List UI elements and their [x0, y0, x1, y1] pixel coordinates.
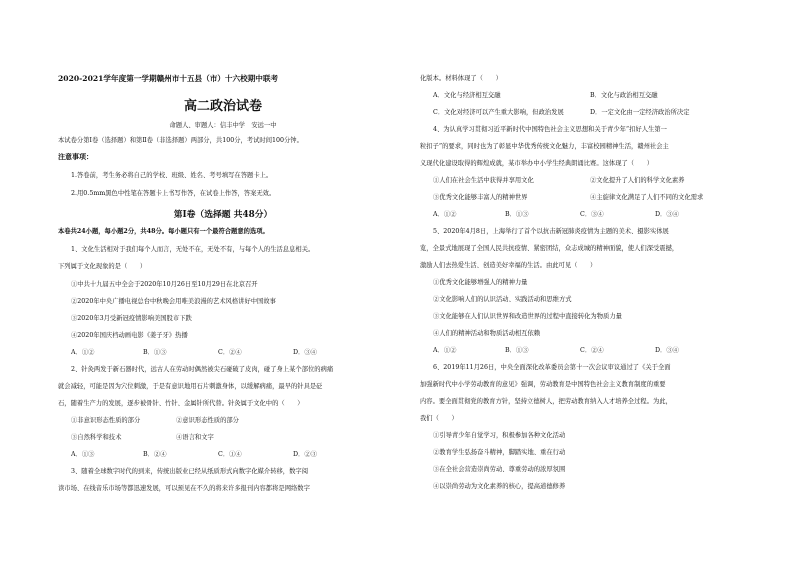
q3-line-1: 3、随着全球数字时代的到来，传统出版业已经从纸质形式向数字化媒介转移，数字阅: [71, 468, 308, 475]
q4-option-2: ②文化提升了人们的科学文化素养: [590, 177, 685, 184]
q1-line-2: 下列属于文化现象的是（ ）: [58, 263, 147, 270]
q2-option-2: ②意识形态性质的部分: [176, 417, 239, 424]
q3-option-c: C．文化对经济可以产生重大影响，但政治发展: [433, 109, 564, 116]
q4-line-2: 粒扣子”的要求，同时也为了彰显中华优秀传统文化魅力，丰富校园精神生活，赣州社会主: [420, 143, 669, 150]
q4-line-1: 4、为认真学习贯彻习近平新时代中国特色社会主义思想和关于青少年“扣好人生第一: [433, 126, 667, 133]
q4-option-4: ④主旋律文化满足了人们不同的文化需求: [590, 194, 704, 201]
notice-2: 2.用0.5mm黑色中性笔在答题卡上书写作答，在试卷上作答，答案无效。: [71, 190, 276, 197]
q4-answer-c: C．③④: [580, 211, 604, 218]
q5-line-3: 激励人们去热爱生活、创造美好幸福的生活。由此可见（ ）: [420, 262, 597, 269]
q1-answer-d: D．③④: [293, 349, 317, 356]
q2-answer-a: A．①③: [71, 451, 95, 458]
q1-option-4: ④2020年国庆档动画电影《姜子牙》热播: [71, 332, 188, 339]
q2-option-1: ①非意识形态性质的部分: [71, 417, 141, 424]
q5-option-4: ④人们的精神活动和物质活动相互依赖: [433, 330, 541, 337]
q1-answer-a: A．①②: [71, 349, 95, 356]
exam-header: 2020-2021学年度第一学期赣州市十五县（市）十六校期中联考: [58, 74, 279, 83]
q3-option-d: D．一定文化由一定经济政治所决定: [590, 109, 690, 116]
q2-answer-b: B．②④: [143, 451, 167, 458]
q3-line-2: 读市场、在线音乐市场等都迅速发展，可以预见在不久的将来许多报刊内容都将是网络数字: [58, 485, 310, 492]
q6-option-1: ①引导青少年自觉学习，积极参加各种文化活动: [433, 432, 566, 439]
q5-answer-c: C．②④: [580, 347, 604, 354]
q1-option-1: ①中共十九届五中全会于2020年10月26日至10月29日在北京召开: [71, 281, 258, 288]
q4-option-3: ③优秀文化能够丰富人的精神世界: [433, 194, 528, 201]
q4-answer-b: B．①③: [505, 211, 529, 218]
q5-option-1: ①优秀文化能够增强人的精神力量: [433, 279, 528, 286]
q6-line-4: 我们（ ）: [420, 415, 458, 422]
q5-answer-d: D．③④: [655, 347, 679, 354]
q5-answer-b: B．①③: [505, 347, 529, 354]
q1-option-3: ③2020年3月受新冠疫情影响美国股市下跌: [71, 315, 192, 322]
q6-option-3: ③在全社会营造崇尚劳动、尊重劳动的浓厚氛围: [433, 466, 566, 473]
q1-option-2: ②2020年中央广播电视总台中秋晚会用唯美浪漫的艺术风格讲好中国故事: [71, 298, 276, 305]
q4-answer-a: A．①②: [433, 211, 457, 218]
q4-answer-d: D．③④: [655, 211, 679, 218]
q3-option-a: A．文化与经济相互交融: [433, 92, 501, 99]
q3-line-3: 化版本。材料体现了（ ）: [420, 75, 502, 82]
q2-option-3: ③自然科学和技术: [71, 434, 122, 441]
q2-line-3: 石，随着生产力的发展，逐步被骨针、竹针、金属针所代替。针灸属于文化中的（ ）: [58, 400, 304, 407]
q2-line-2: 就会减轻，可能是因为穴位刺激，于是有意识地用石片刺激身体，以缓解病痛，最早的针具是砭: [58, 383, 323, 390]
section-title: 第Ⅰ卷（选择题 共48分）: [173, 210, 273, 220]
notice-1: 1.答卷前，考生务必将自己的学校、班级、姓名、考号填写在答题卡上。: [71, 172, 273, 179]
notice-title: 注意事项：: [58, 152, 93, 161]
q5-answer-a: A．①②: [433, 347, 457, 354]
intro-text: 本试卷分第Ⅰ卷（选择题）和第Ⅱ卷（非选择题）两部分，共100分，考试时间100分钟。: [58, 137, 303, 144]
authors: 命题人、审题人：信丰中学 安远一中: [169, 122, 277, 129]
q5-option-2: ②文化影响人们的认识活动、实践活动和思维方式: [433, 296, 572, 303]
q2-answer-c: C．①④: [218, 451, 242, 458]
q2-option-4: ④语言和文字: [176, 434, 214, 441]
q5-line-2: 览，全景式地展现了全国人民共抗疫情、紧密团结，众志成城的精神面貌，使人们深受震撼，: [420, 245, 679, 252]
exam-title: 高二政治试卷: [183, 99, 262, 114]
q2-answer-d: D．②③: [293, 451, 317, 458]
q1-answer-b: B．①③: [143, 349, 167, 356]
q5-line-1: 5、2020年4月8日，上海举行了首个以抗击新冠肺炎疫情为主题的美术、摄影实体展: [433, 228, 669, 235]
q4-line-3: 义现代化建设取得的辉煌成就，某市举办中小学生经典朗诵比赛。这体现了（ ）: [420, 160, 653, 167]
section-desc: 本卷共24小题，每小题2分，共48分。每小题只有一个最符合题意的选项。: [58, 228, 269, 235]
q2-line-1: 2、针灸两发于新石器时代，远古人在劳动时偶然被尖石碰破了皮肉，碰了身上某个部位的病痛: [71, 366, 334, 373]
q6-line-1: 6、2019年11月26日，中央全面深化改革委员会第十一次会议审议通过了《关于全面: [433, 364, 671, 371]
q6-option-4: ④以崇尚劳动为文化素养的核心，提高道德修养: [433, 483, 566, 490]
q4-option-1: ①人们在社会生活中获得并享用文化: [433, 177, 534, 184]
q1-line-1: 1、文化生活相对于我们每个人而言，无处不在，无处不有，与每个人的生活息息相关。: [71, 246, 315, 253]
q3-option-b: B．文化与政治相互交融: [590, 92, 658, 99]
q6-option-2: ②教育学生弘扬奋斗精神，脚踏实地、重在行动: [433, 449, 566, 456]
q1-answer-c: C．②④: [218, 349, 242, 356]
q6-line-2: 加强新时代中小学劳动教育的意见》强调，劳动教育是中国特色社会主义教育制度的重要: [420, 381, 666, 388]
q6-line-3: 内容。要全面贯彻党的教育方针，坚持立德树人，把劳动教育纳入人才培养全过程。为此，: [420, 398, 672, 405]
q5-option-3: ③文化能够在人们认识世界和改造世界的过程中直接转化为物质力量: [433, 313, 622, 320]
